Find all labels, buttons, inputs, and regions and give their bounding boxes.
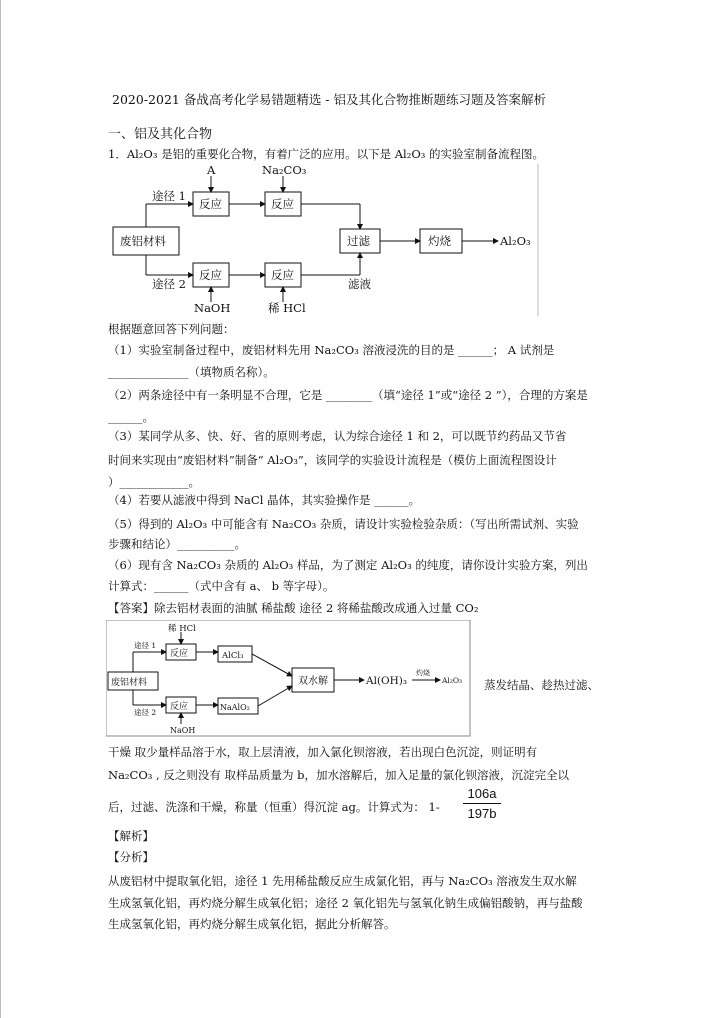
path2-label: 途径 2: [152, 277, 186, 291]
react-label-2b: 反应: [271, 268, 294, 282]
d2-react-label-1: 反应: [170, 649, 189, 659]
text-line-6: （3）某同学从多、快、好、省的原则考虑，认为综合途径 1 和 2，可以既节约药品又节省: [108, 429, 567, 443]
text-line-13: 计算式：______（式中含有 a、 b 等字母）。: [108, 579, 335, 593]
answer-line: 【答案】除去铝材表面的油腻 稀盐酸 途径 2 将稀盐酸改成通入过量 CO₂: [108, 601, 479, 615]
text-line-21: 从废铝材中提取氧化铝，途径 1 先用稀盐酸反应生成氯化铝，再与 Na₂CO₃ 溶液发生双水解: [108, 874, 577, 888]
d2-product-label: Al₂O₃: [442, 676, 462, 685]
react-label-1b: 反应: [271, 197, 294, 211]
text-line-10: （5）得到的 Al₂O₃ 中可能含有 Na₂CO₃ 杂质，请设计实验检验杂质：（写出所需试剂、实验: [108, 517, 579, 531]
d2-naalo2-label: NaAlO₂: [220, 703, 250, 712]
text-line-2: （1）实验室制备过程中，废铝材料先用 Na₂CO₃ 溶液浸洗的目的是 ______； A 试剂是: [108, 343, 555, 357]
filter-label: 过滤: [347, 234, 370, 248]
hcl-label: 稀 HCl: [268, 301, 306, 315]
preparation-flowchart: [110, 164, 540, 316]
d2-hcl-label: 稀 HCl: [168, 624, 196, 634]
text-line-3: ______________（填物质名称）。: [108, 365, 275, 379]
react-label-1a: 反应: [199, 197, 222, 211]
filtrate-label: 滤液: [348, 277, 371, 291]
d2-double-label: 双水解: [298, 676, 328, 687]
text-line-4: （2）两条途径中有一条明显不合理，它是 ________（填“途径 1”或“途径 2 ”），合理的方案是: [108, 388, 588, 402]
d2-path2-label: 途径 2: [134, 708, 157, 717]
product-label: Al₂O₃: [500, 234, 531, 248]
answer-continuation: 蒸发结晶、趁热过滤、: [484, 678, 599, 692]
answer-flowchart: [106, 620, 472, 738]
text-line-17: Na₂CO₃ , 反之则没有 取样品质量为 b，加水溶解后，加入足量的氯化钡溶液，沉淀完全以: [108, 768, 570, 782]
text-line-9: （4）若要从滤液中得到 NaCl 晶体，其实验操作是 ______。: [108, 493, 421, 507]
fraction-numerator: 106a: [467, 786, 497, 801]
text-line-18: 后，过滤、洗涤和干燥，称量（恒重）得沉淀 ag。计算式为： 1-: [108, 800, 440, 814]
text-line-22: 生成氢氧化铝，再灼烧分解生成氧化铝；途径 2 氧化铝先与氢氧化钠生成偏铝酸钠，再与盐酸: [108, 896, 583, 910]
text-line-11: 步骤和结论）__________。: [108, 537, 246, 551]
d2-aloh3-label: Al(OH)₃: [366, 675, 408, 687]
d2-react-label-2: 反应: [170, 702, 189, 712]
text-line-7: 时间来实现由“废铝材料”制备“ Al₂O₃”，该同学的实验设计流程是（模仿上面流程图设计: [108, 453, 557, 467]
text-line-1: 根据题意回答下列问题：: [108, 322, 235, 336]
naoh-label: NaOH: [194, 301, 231, 315]
text-line-12: （6）现有含 Na₂CO₃ 杂质的 Al₂O₃ 样品，为了测定 Al₂O₃ 的纯度，请你设计实验方案，列出: [108, 558, 588, 572]
d2-alcl3-label: AlCl₃: [222, 651, 244, 661]
d2-calcine-label: 灼烧: [416, 669, 430, 677]
question-intro: 1．Al₂O₃ 是铝的重要化合物，有着广泛的应用。以下是 Al₂O₃ 的实验室制备流程图。: [108, 147, 545, 161]
reagent-a-label: A: [207, 164, 216, 177]
text-line-16: 干燥 取少量样品溶于水，取上层清液，加入氯化钡溶液，若出现白色沉淀，则证明有: [108, 745, 538, 759]
text-line-8: ）____________。: [108, 475, 200, 489]
section-heading: 一、铝及其化合物: [108, 127, 213, 142]
calcine-label: 灼烧: [428, 234, 451, 248]
waste-label: 废铝材料: [120, 234, 166, 248]
na2co3-label: Na₂CO₃: [262, 164, 307, 177]
d2-path1-label: 途径 1: [134, 641, 157, 650]
analysis-subheading: 【分析】: [108, 850, 154, 864]
d2-waste-label: 废铝材料: [111, 678, 148, 688]
analysis-heading: 【解析】: [108, 829, 154, 843]
document-title: 2020-2021 备战高考化学易错题精选 - 铝及其化合物推断题练习题及答案解析: [112, 92, 546, 107]
path1-label: 途径 1: [152, 189, 186, 203]
react-label-2a: 反应: [199, 268, 222, 282]
purity-fraction: [463, 786, 501, 821]
text-line-23: 生成氢氧化铝，再灼烧分解生成氧化铝，据此分析解答。: [108, 917, 396, 931]
text-line-5: ______。: [108, 410, 154, 424]
fraction-denominator: 197b: [467, 806, 497, 821]
page-edge: [0, 0, 1, 1018]
fraction-bar: [463, 803, 501, 804]
d2-naoh-label: NaOH: [170, 726, 196, 735]
